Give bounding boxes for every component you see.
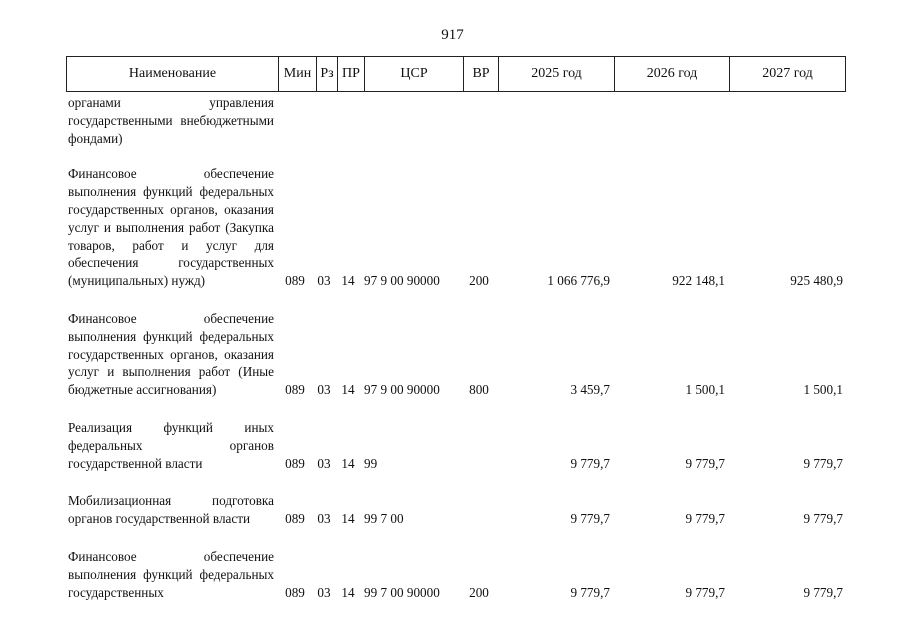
row-csr: 99 xyxy=(364,455,378,471)
row-rz: 03 xyxy=(317,382,331,398)
table-row xyxy=(66,492,846,528)
header-min: Мин xyxy=(278,57,316,91)
header-pr: ПР xyxy=(337,57,364,91)
row-rz: 03 xyxy=(317,584,331,600)
row-pr: 14 xyxy=(341,273,355,289)
row-2025: 9 779,7 xyxy=(570,584,610,600)
header-rz: Рз xyxy=(316,57,337,91)
table-row xyxy=(66,94,846,147)
header-2025: 2025 год xyxy=(498,57,614,91)
row-2025: 9 779,7 xyxy=(570,511,610,527)
row-pr: 14 xyxy=(341,455,355,471)
header-2027: 2027 год xyxy=(729,57,845,91)
row-name: Реализация функций иных федеральных органов государственной власти xyxy=(68,419,274,471)
row-name: органами управления государственными внебюджетными фондами) xyxy=(68,95,274,146)
row-rz: 03 xyxy=(317,511,331,527)
row-rz: 03 xyxy=(317,455,331,471)
row-pr: 14 xyxy=(341,511,355,527)
row-name: Финансовое обеспечение выполнения функций федеральных государственных органов, оказания услуг и выполнения работ (Закупка товаров, работ и услуг для обеспечения государственных (муниципальных) нужд) xyxy=(68,166,274,289)
table-row xyxy=(66,548,846,601)
row-name: Финансовое обеспечение выполнения функций федеральных государственных органов, оказания услуг и выполнения работ (Иные бюджетные ассигнования) xyxy=(68,310,274,398)
table-row xyxy=(66,165,846,290)
row-pr: 14 xyxy=(341,584,355,600)
row-min: 089 xyxy=(285,511,305,527)
row-2026: 9 779,7 xyxy=(685,584,725,600)
row-name: Мобилизационная подготовка органов государственной власти xyxy=(68,493,274,527)
row-csr: 99 7 00 xyxy=(364,511,404,527)
page-number: 917 xyxy=(441,27,464,43)
table-body xyxy=(66,94,846,621)
row-vr: 200 xyxy=(469,273,489,289)
row-min: 089 xyxy=(285,382,305,398)
row-vr: 800 xyxy=(469,382,489,398)
row-2025: 3 459,7 xyxy=(570,382,610,398)
row-csr: 97 9 00 90000 xyxy=(364,273,440,289)
row-min: 089 xyxy=(285,455,305,471)
header-2026: 2026 год xyxy=(614,57,729,91)
row-2027: 925 480,9 xyxy=(790,273,843,289)
row-csr: 97 9 00 90000 xyxy=(364,382,440,398)
row-pr: 14 xyxy=(341,382,355,398)
row-name: Финансовое обеспечение выполнения функций федеральных государственных xyxy=(68,548,274,600)
row-2026: 9 779,7 xyxy=(685,511,725,527)
row-2027: 9 779,7 xyxy=(803,584,843,600)
row-min: 089 xyxy=(285,584,305,600)
row-min: 089 xyxy=(285,273,305,289)
header-name: Наименование xyxy=(128,66,217,81)
row-2027: 1 500,1 xyxy=(803,382,843,398)
row-2027: 9 779,7 xyxy=(803,511,843,527)
row-2026: 9 779,7 xyxy=(685,455,725,471)
table-row xyxy=(66,419,846,472)
row-csr: 99 7 00 90000 xyxy=(364,584,440,600)
row-vr: 200 xyxy=(469,584,489,600)
row-2025: 9 779,7 xyxy=(570,455,610,471)
table-header xyxy=(66,56,846,92)
row-2025: 1 066 776,9 xyxy=(547,273,610,289)
table-row xyxy=(66,310,846,399)
row-rz: 03 xyxy=(317,273,331,289)
row-2026: 922 148,1 xyxy=(672,273,725,289)
header-vr: ВР xyxy=(463,57,498,91)
header-csr: ЦСР xyxy=(364,57,463,91)
row-2026: 1 500,1 xyxy=(685,382,725,398)
row-2027: 9 779,7 xyxy=(803,455,843,471)
